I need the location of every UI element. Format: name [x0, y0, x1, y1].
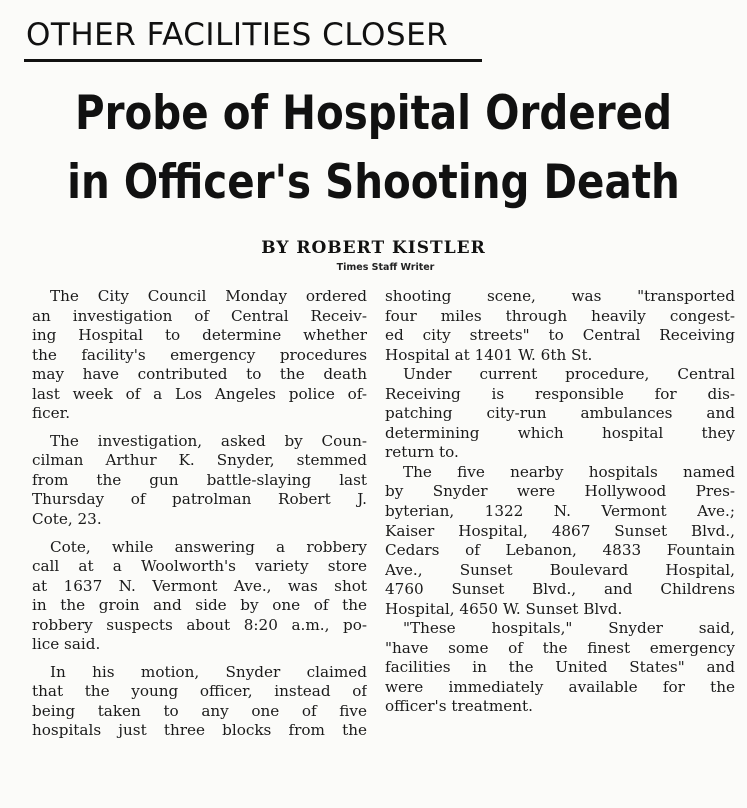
text-line: The City Council Monday ordered	[50, 287, 367, 305]
text-line: Hospital at 1401 W. 6th St.	[385, 345, 593, 364]
text-line: Ave., Sunset Boulevard Hospital,	[385, 560, 735, 579]
text-line: four miles through heavily congest-	[385, 306, 735, 325]
text-line: last week of a Los Angeles police of-	[32, 384, 367, 403]
text-line: The five nearby hospitals named	[403, 462, 735, 481]
text-line: that the young officer, instead of	[32, 682, 367, 701]
text-line: patching city-run ambulances and	[385, 404, 735, 423]
text-line: at 1637 N. Vermont Ave., was shot	[32, 576, 367, 595]
text-line: were immediately available for the	[385, 677, 735, 696]
text-line: an investigation of Central Receiv-	[32, 306, 367, 325]
text-line: being taken to any one of five	[32, 701, 367, 720]
text-line: call at a Woolworth's variety store	[32, 557, 367, 576]
article-column-right	[385, 287, 735, 717]
text-line: may have contributed to the death	[32, 365, 367, 384]
text-line: The investigation, asked by Coun-	[50, 431, 367, 450]
text-line: 4760 Sunset Blvd., and Childrens	[385, 580, 735, 599]
text-line: lice said.	[32, 635, 101, 654]
text-line: by Snyder were Hollywood Pres-	[385, 482, 735, 501]
text-line: ficer.	[32, 404, 71, 423]
text-line: Cote, 23.	[32, 510, 102, 529]
text-line: Under current procedure, Central	[403, 365, 735, 384]
text-line: Hospital, 4650 W. Sunset Blvd.	[385, 599, 623, 618]
text-line: shooting scene, was "transported	[385, 287, 735, 305]
text-line: return to.	[385, 443, 459, 462]
text-line: ed city streets" to Central Receiving	[385, 326, 735, 345]
text-line: hospitals just three blocks from the	[32, 721, 367, 740]
byline-credit: Times Staff Writer	[336, 262, 435, 273]
headline-line-1: Probe of Hospital Ordered	[74, 86, 673, 141]
text-line: robbery suspects about 8:20 a.m., po-	[32, 615, 367, 634]
text-line: "These hospitals," Snyder said,	[403, 619, 735, 638]
text-line: Thursday of patrolman Robert J.	[32, 490, 367, 509]
text-line: Cote, while answering a robbery	[50, 537, 367, 556]
text-line: Receiving is responsible for dis-	[385, 384, 735, 403]
text-line: the facility's emergency procedures	[32, 345, 367, 364]
text-line: from the gun battle-slaying last	[32, 470, 367, 489]
text-line: Kaiser Hospital, 4867 Sunset Blvd.,	[385, 521, 735, 540]
text-line: ing Hospital to determine whether	[32, 326, 367, 345]
text-line: facilities in the United States" and	[385, 658, 735, 677]
text-line: "have some of the finest emergency	[385, 638, 735, 657]
text-line: Cedars of Lebanon, 4833 Fountain	[385, 541, 735, 560]
text-line: determining which hospital they	[385, 423, 735, 442]
text-line: cilman Arthur K. Snyder, stemmed	[32, 451, 367, 470]
kicker-underline	[24, 59, 482, 62]
text-line: in the groin and side by one of the	[32, 596, 367, 615]
byline: BY ROBERT KISTLER	[261, 238, 486, 258]
kicker-heading: OTHER FACILITIES CLOSER	[26, 17, 449, 53]
headline-line-2: in Officer's Shooting Death	[67, 155, 680, 210]
text-line: byterian, 1322 N. Vermont Ave.;	[385, 502, 735, 521]
article-column-left	[32, 287, 367, 741]
text-line: In his motion, Snyder claimed	[50, 662, 367, 681]
text-line: officer's treatment.	[385, 697, 533, 716]
